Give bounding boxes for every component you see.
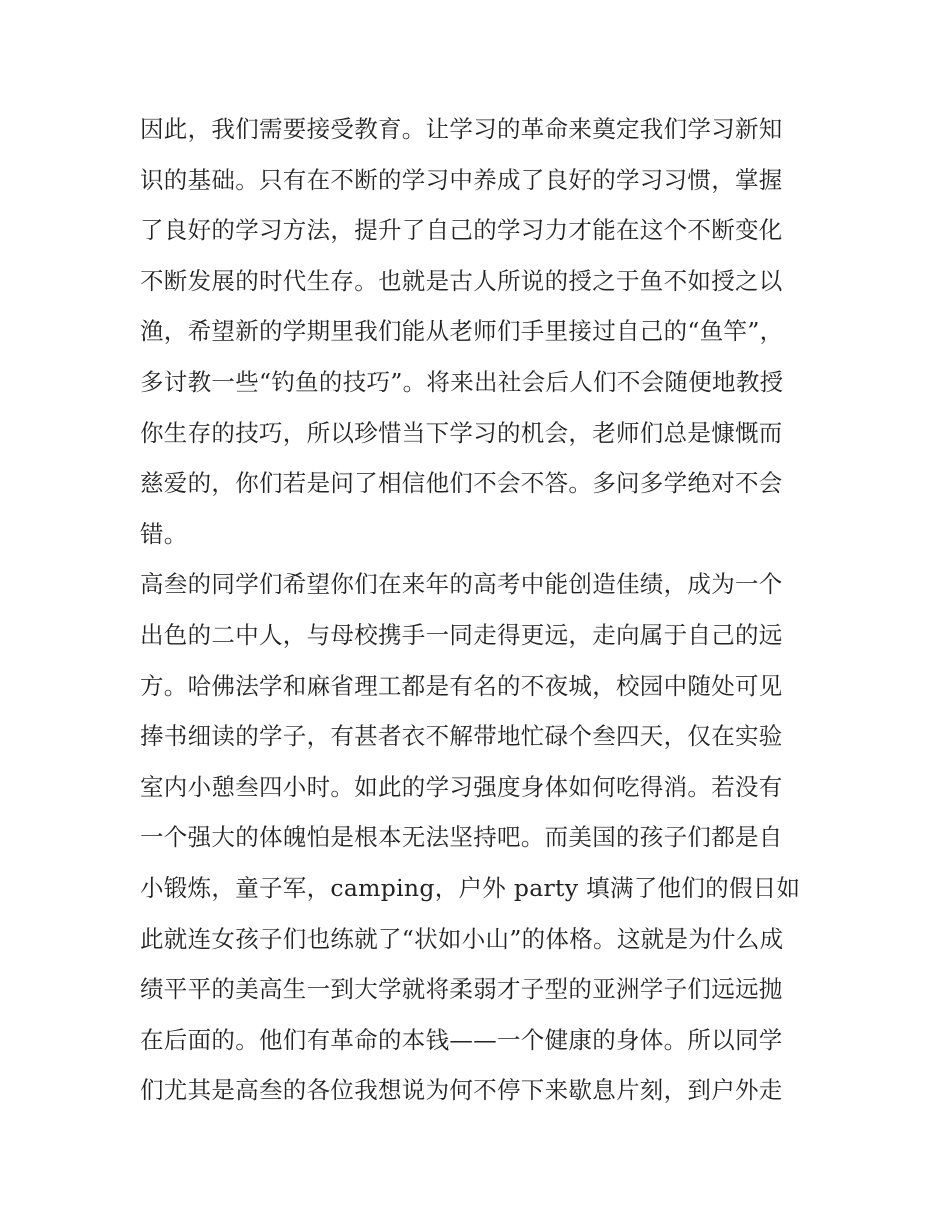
text-line: 你生存的技巧，所以珍惜当下学习的机会，老师们总是慷慨而	[140, 418, 783, 447]
text-line: 室内小憩叁四小时。如此的学习强度身体如何吃得消。若没有	[140, 772, 783, 801]
text-line: 出色的二中人，与母校携手一同走得更远，走向属于自己的远	[140, 620, 783, 649]
text-line: 绩平平的美高生一到大学就将柔弱才子型的亚洲学子们远远抛	[140, 975, 783, 1004]
text-line: 一个强大的体魄怕是根本无法坚持吧。而美国的孩子们都是自	[140, 823, 783, 852]
text-line: 此就连女孩子们也练就了“状如小山”的体格。这就是为什么成	[140, 924, 784, 953]
text-line: 了良好的学习方法，提升了自己的学习力才能在这个不断变化	[140, 216, 783, 245]
paragraph-2	[140, 559, 830, 1116]
text-line: 小锻炼，童子军，camping，户外 party 填满了他们的假日如	[140, 873, 801, 902]
text-line: 错。	[140, 519, 188, 548]
paragraph-1	[140, 104, 830, 559]
text-line: 多讨教一些“钓鱼的技巧”。将来出社会后人们不会随便地教授	[140, 367, 784, 396]
text-line: 方。哈佛法学和麻省理工都是有名的不夜城，校园中随处可见	[140, 671, 783, 700]
text-line: 因此，我们需要接受教育。让学习的革命来奠定我们学习新知	[140, 115, 783, 143]
text-line: 高叁的同学们希望你们在来年的高考中能创造佳绩，成为一个	[140, 570, 783, 599]
text-line: 慈爱的，你们若是问了相信他们不会不答。多问多学绝对不会	[140, 469, 783, 498]
text-line: 捧书细读的学子，有甚者衣不解带地忙碌个叁四天，仅在实验	[140, 722, 783, 751]
document-body	[140, 104, 830, 1116]
text-line: 不断发展的时代生存。也就是古人所说的授之于鱼不如授之以	[140, 266, 783, 295]
text-line: 在后面的。他们有革命的本钱——一个健康的身体。所以同学	[140, 1025, 783, 1054]
text-line: 识的基础。只有在不断的学习中养成了良好的学习习惯，掌握	[140, 165, 783, 194]
text-line: 们尤其是高叁的各位我想说为何不停下来歇息片刻，到户外走	[140, 1076, 783, 1105]
text-line: 渔，希望新的学期里我们能从老师们手里接过自己的“鱼竿”，	[140, 317, 784, 346]
